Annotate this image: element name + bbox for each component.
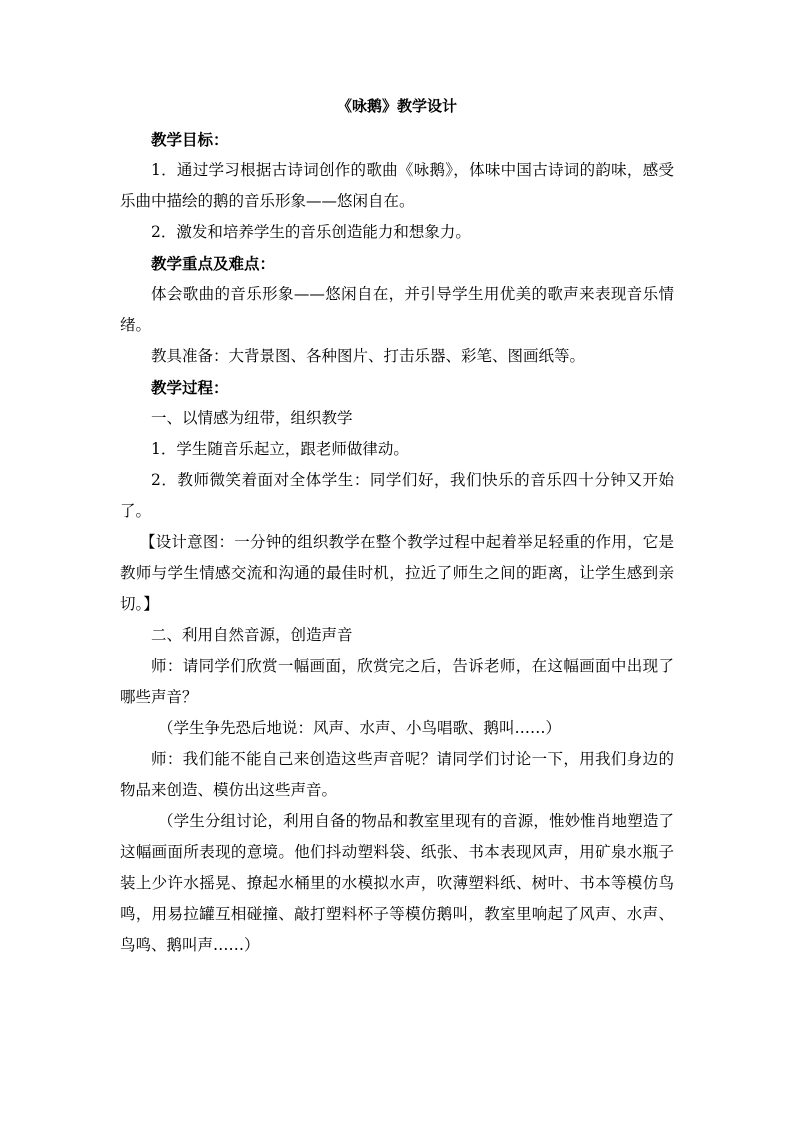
step-2-heading: 二、利用自然音源，创造声音 <box>151 626 353 644</box>
teacher-prompt-2: 师：我们能不能自己来创造这些声音呢？请同学们讨论一下，用我们身边的物品来创造、模仿出这些声音。 <box>120 750 674 799</box>
section-heading-key-points: 教学重点及难点： <box>151 254 276 273</box>
objective-2: 2．激发和培养学生的音乐创造能力和想象力。 <box>151 223 471 241</box>
key-points-text: 体会歌曲的音乐形象——悠闲自在，并引导学生用优美的歌声来表现音乐情绪。 <box>120 285 674 334</box>
document-title: 《咏鹅》教学设计 <box>336 97 457 115</box>
design-intent-note: 【设计意图：一分钟的组织教学在整个教学过程中起着举足轻重的作用，它是教师与学生情感交流和沟通的最佳时机，拉近了师生之间的距离，让学生感到亲切。】 <box>120 533 674 613</box>
teacher-prompt-1: 师：请同学们欣赏一幅画面，欣赏完之后，告诉老师，在这幅画面中出现了哪些声音？ <box>120 657 674 706</box>
step-1-heading: 一、以情感为纽带，组织教学 <box>151 409 353 427</box>
student-response-1: （学生争先恐后地说：风声、水声、小鸟唱歌、鹅叫……） <box>158 719 562 737</box>
step-1-item-2: 2．教师微笑着面对全体学生：同学们好，我们快乐的音乐四十分钟又开始了。 <box>120 471 674 520</box>
teaching-aids: 教具准备：大背景图、各种图片、打击乐器、彩笔、图画纸等。 <box>151 347 586 365</box>
step-1-item-1: 1．学生随音乐起立，跟老师做律动。 <box>151 440 409 458</box>
section-heading-objectives: 教学目标： <box>151 130 229 149</box>
student-activity-description: （学生分组讨论，利用自备的物品和教室里现有的音源，惟妙惟肖地塑造了这幅画面所表现的意境。他们抖动塑料袋、纸张、书本表现风声，用矿泉水瓶子装上少许水摇晃、撩起水桶里的水模拟水声，吹薄塑料纸、树叶、书本等模仿鸟鸣，用易拉罐互相碰撞、敲打塑料杯子等模仿鹅叫，教室里响起了风声、水声、鸟鸣、鹅叫声……） <box>120 812 674 954</box>
objective-1: 1．通过学习根据古诗词创作的歌曲《咏鹅》，体味中国古诗词的韵味，感受乐曲中描绘的鹅的音乐形象——悠闲自在。 <box>120 161 674 210</box>
section-heading-process: 教学过程： <box>151 378 229 397</box>
